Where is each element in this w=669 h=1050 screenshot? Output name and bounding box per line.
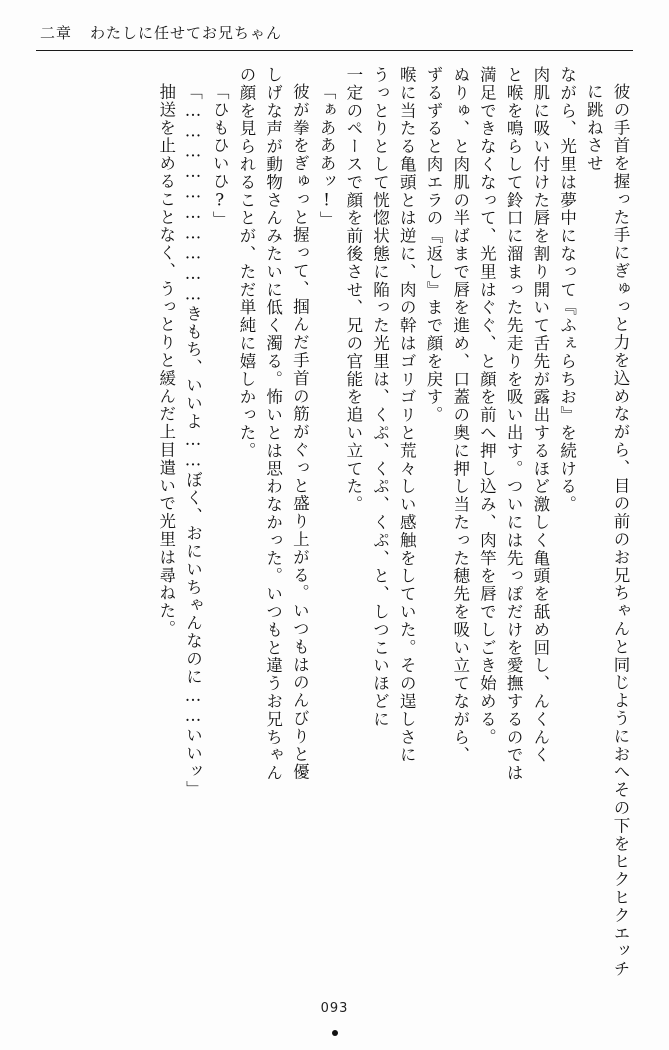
- text-column: と喉を鳴らして鈴口に溜まった先走りを吸い出す。ついには先っぽだけを愛撫するのでは: [504, 66, 524, 782]
- chapter-title: わたしに任せてお兄ちゃん: [90, 24, 283, 42]
- text-column: の顔を見られることが、ただ単純に嬉しかった。: [236, 66, 256, 460]
- text-column: うっとりとして恍惚状態に陥った光里は、くぷ、くぷ、くぷ、と、しつこいほどに: [370, 66, 390, 729]
- text-column: 「…………………………きもち、いいよ……ぼく、おにいちゃんなのに……いいッ」: [183, 83, 203, 799]
- text-column: 喉に当たる亀頭とは逆に、肉の幹はゴリゴリと荒々しい感触をしていた。その逞しさに: [397, 66, 417, 765]
- text-column: 一定のペースで顔を前後させ、兄の官能を追い立てた。: [343, 66, 363, 514]
- text-column: 肉肌に吸い付けた唇を割り開いて舌先が露出するほど激しく亀頭を舐め回し、んくんく: [530, 66, 550, 765]
- footer-dot-mark: [332, 1030, 338, 1036]
- text-column: ながら、光里は夢中になって『ふぇらちお』を続ける。: [557, 66, 577, 514]
- text-column: 「ぁあああッ!」: [317, 83, 337, 229]
- header-divider: [36, 50, 633, 51]
- text-column: ずるずると肉エラの『返し』まで顔を戻す。: [423, 66, 443, 424]
- chapter-number: 二章: [40, 24, 73, 42]
- text-column: 彼が拳をぎゅっと握って、掴んだ手首の筋がぐっと盛り上がる。いつもはのんびりと優: [290, 83, 310, 782]
- text-column: 満足できなくなって、光里はぐぐ、と顔を前へ押し込み、肉竿を唇でしごき始める。: [477, 66, 497, 747]
- text-column: 「ひもひいひ?」: [210, 83, 230, 229]
- text-column: 抽送を止めることなく、うっとりと緩んだ上目遣いで光里は尋ねた。: [156, 83, 176, 638]
- text-column: ぬりゅ、と肉肌の半ばまで唇を進め、口蓋の奥に押し当たった穂先を吸い立てながら、: [450, 66, 470, 765]
- page-number: 093: [320, 1001, 349, 1016]
- body-text: [36, 66, 633, 980]
- chapter-header: [40, 22, 629, 52]
- text-column: しげな声が動物さんみたいに低く濁る。怖いとは思わなかった。いつもと違うお兄ちゃん: [263, 66, 283, 782]
- text-column: 彼の手首を握った手にぎゅっと力を込めながら、目の前のお兄ちゃんと同じようにおへその下をヒクヒクエッチに跳ねさせ: [584, 83, 630, 978]
